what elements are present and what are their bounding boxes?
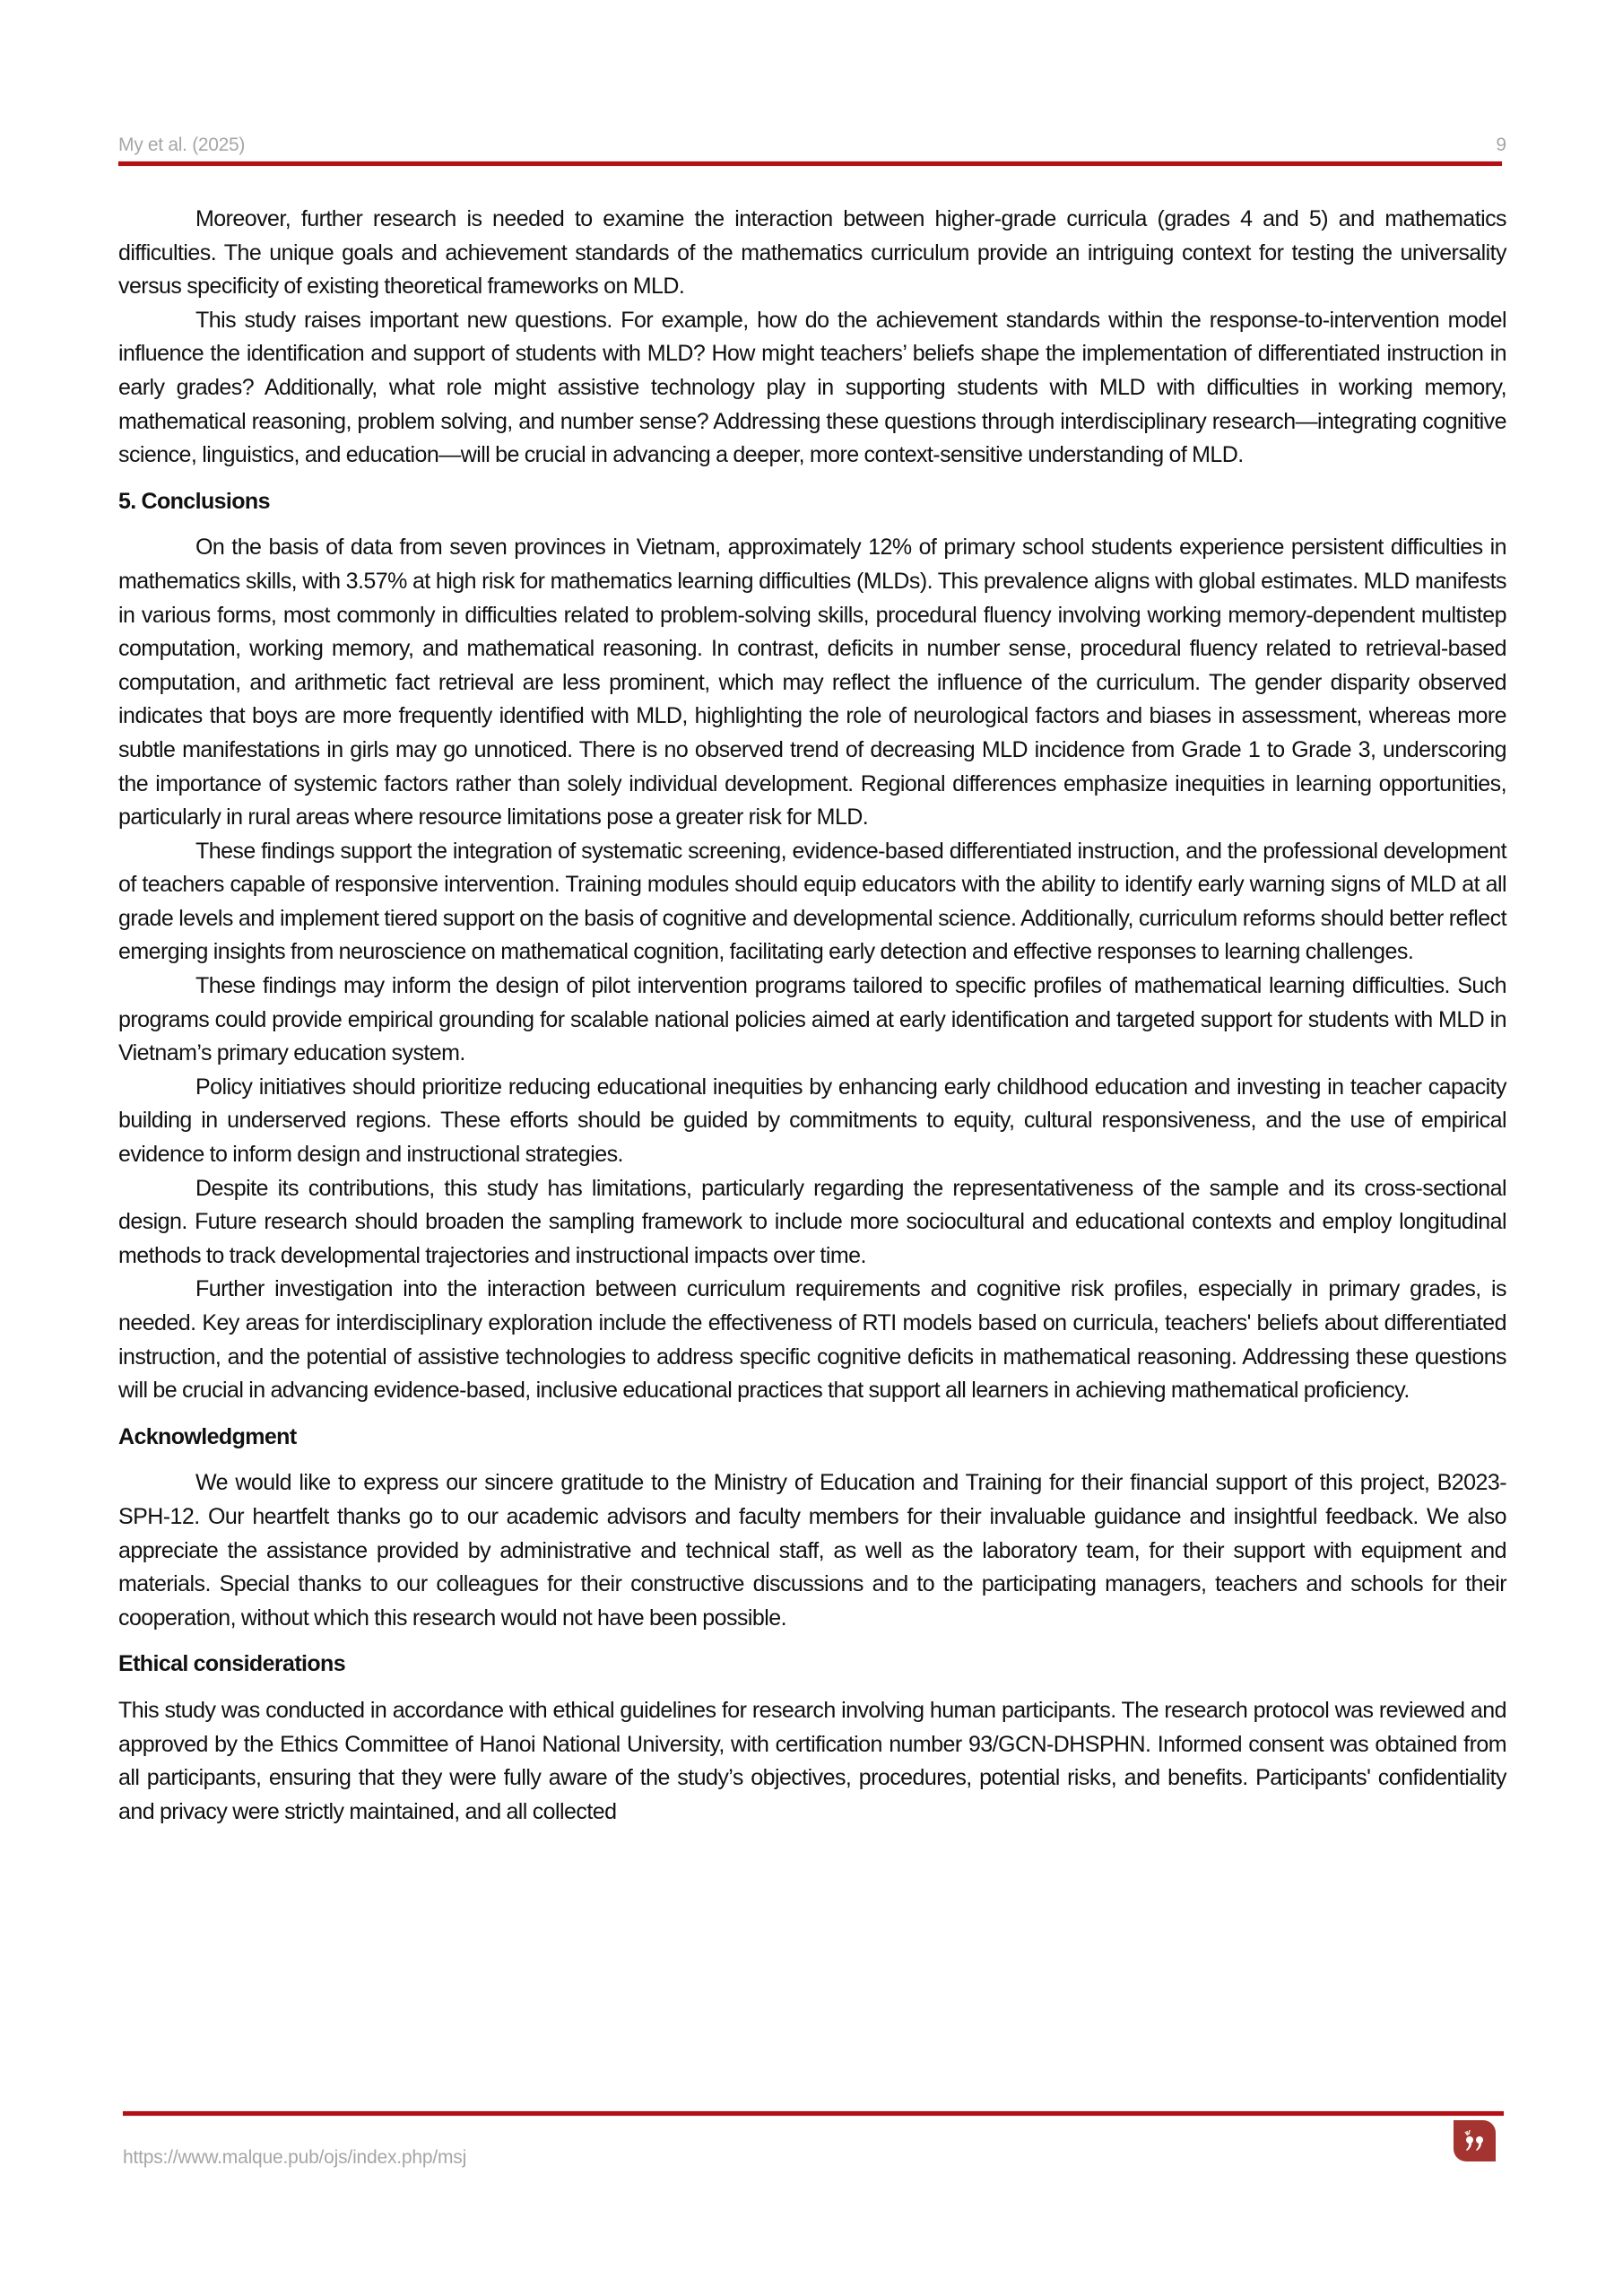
paragraph-conclusions-policy: Policy initiatives should prioritize reducing educational inequities by enhancing early childhood education and investing in teacher capacity building in underserved regions. These efforts should be guided by commitments to equity, cultural responsiveness, and the use of empirical evidence to inform design and instructional strategies. bbox=[118, 1074, 1506, 1168]
quote-mark-icon bbox=[1462, 2127, 1488, 2154]
running-head: My et al. (2025) bbox=[118, 135, 246, 155]
section-heading-acknowledgment: Acknowledgment bbox=[118, 1423, 297, 1449]
paragraph-new-questions: This study raises important new questions. For example, how do the achievement standards within the response-to-intervention model influence the identification and support of students with MLD? How might teachers’ beliefs shape the implementation of differentiated instruction in early grades? Additionally, what role might assistive technology play in supporting students with MLD with difficulties in working memory, mathematical reasoning, problem solving, and number sense? Addressing these questions through interdisciplinary research—integrating cognitive science, linguistics, and education—will be crucial in advancing a deeper, more context-sensitive understanding of MLD. bbox=[118, 307, 1506, 468]
paragraph-acknowledgment: We would like to express our sincere gratitude to the Ministry of Education and Training for their financial support of this project, B2023-SPH-12. Our heartfelt thanks go to our academic advisors and faculty members for their invaluable guidance and insightful feedback. We also appreciate the assistance provided by administrative and technical staff, as well as the laboratory team, for their support with equipment and materials. Special thanks to our colleagues for their constructive discussions and to the participating managers, teachers and schools for their cooperation, without which this research would not have been possible. bbox=[118, 1470, 1506, 1631]
paragraph-ethics: This study was conducted in accordance with ethical guidelines for research involving human participants. The research protocol was reviewed and approved by the Ethics Committee of Hanoi National University, with certification number 93/GCN-DHSPHN. Informed consent was obtained from all participants, ensuring that they were fully aware of the study’s objectives, procedures, potential risks, and benefits. Participants' confidentiality and privacy were strictly maintained, and all collected bbox=[118, 1697, 1506, 1824]
journal-url-link[interactable]: https://www.malque.pub/ojs/index.php/msj bbox=[123, 2147, 467, 2168]
paragraph-conclusions-findings: On the basis of data from seven provinces in Vietnam, approximately 12% of primary school students experience persistent difficulties in mathematics skills, with 3.57% at high risk for mathematics learning difficulties (MLDs). This prevalence aligns with global estimates. MLD manifests in various forms, most commonly in difficulties related to problem-solving skills, procedural fluency involving working memory-dependent multistep computation, working memory, and mathematical reasoning. In contrast, deficits in number sense, procedural fluency related to retrieval-based computation, and arithmetic fact retrieval are less prominent, which may reflect the influence of the curriculum. The gender disparity observed indicates that boys are more frequently identified with MLD, highlighting the role of neurological factors and biases in assessment, whereas more subtle manifestations in girls may go unnoticed. There is no observed trend of decreasing MLD incidence from Grade 1 to Grade 3, underscoring the importance of systemic factors rather than solely individual development. Regional differences emphasize inequities in learning opportunities, particularly in rural areas where resource limitations pose a greater risk for MLD. bbox=[118, 535, 1506, 831]
paragraph-conclusions-limitations: Despite its contributions, this study has limitations, particularly regarding the representativeness of the sample and its cross-sectional design. Future research should broaden the sampling framework to include more sociocultural and educational contexts and employ longitudinal methods to track developmental trajectories and instructional impacts over time. bbox=[118, 1175, 1506, 1268]
page-footer bbox=[123, 2111, 1504, 2174]
page-number: 9 bbox=[1496, 135, 1506, 155]
footer-rule bbox=[123, 2111, 1504, 2116]
section-heading-ethics: Ethical considerations bbox=[118, 1651, 346, 1677]
paragraph-further-research: Moreover, further research is needed to examine the interaction between higher-grade curricula (grades 4 and 5) and mathematics difficulties. The unique goals and achievement standards of the mathematics curriculum provide an intriguing context for testing the universality versus specificity of existing theoretical frameworks on MLD. bbox=[118, 206, 1506, 300]
paragraph-conclusions-support: These findings support the integration of systematic screening, evidence-based differentiated instruction, and the professional development of teachers capable of responsive intervention. Training modules should equip educators with the ability to identify early warning signs of MLD at all grade levels and implement tiered support on the basis of cognitive and developmental science. Additionally, curriculum reforms should better reflect emerging insights from neuroscience on mathematical cognition, facilitating early detection and effective responses to learning challenges. bbox=[118, 838, 1506, 965]
quote-mark-logo-icon bbox=[1454, 2120, 1496, 2161]
page-header bbox=[118, 135, 1506, 167]
header-rule bbox=[118, 161, 1502, 166]
paragraph-conclusions-further: Further investigation into the interaction between curriculum requirements and cognitive risk profiles, especially in primary grades, is needed. Key areas for interdisciplinary exploration include the effectiveness of RTI models based on curricula, teachers' beliefs about differentiated instruction, and the potential of assistive technologies to address specific cognitive deficits in mathematical reasoning. Addressing these questions will be crucial in advancing evidence-based, inclusive educational practices that support all learners in achieving mathematical proficiency. bbox=[118, 1276, 1506, 1404]
section-heading-conclusions: 5. Conclusions bbox=[118, 488, 270, 514]
article-body bbox=[118, 203, 1506, 1829]
paragraph-conclusions-pilot: These findings may inform the design of pilot intervention programs tailored to specific profiles of mathematical learning difficulties. Such programs could provide empirical grounding for scalable national policies aimed at early identification and targeted support for students with MLD in Vietnam’s primary education system. bbox=[118, 973, 1506, 1066]
